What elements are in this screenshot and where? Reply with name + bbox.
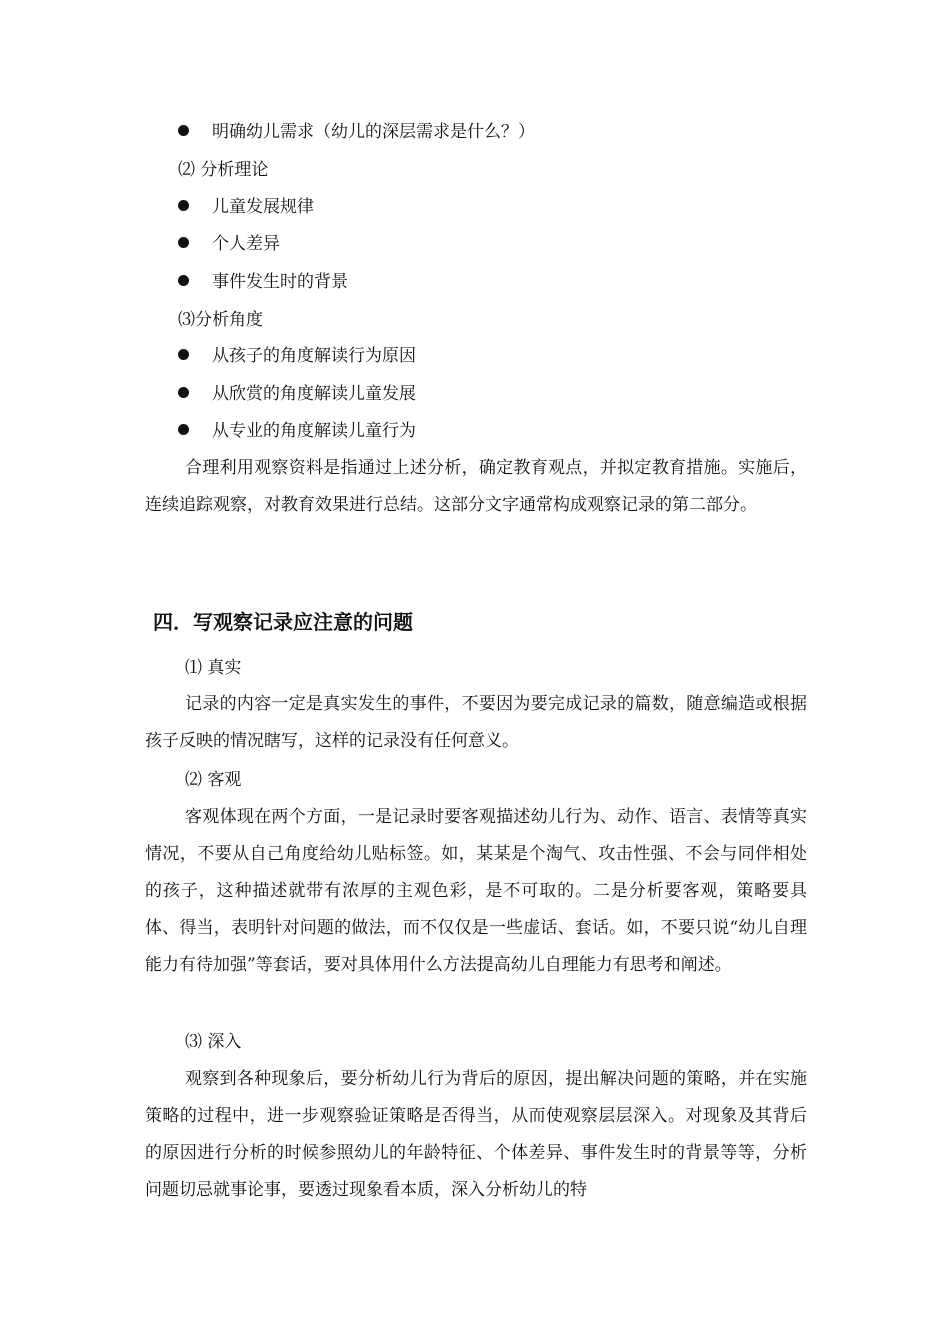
section-heading: 四．写观察记录应注意的问题 bbox=[153, 610, 413, 634]
list-item-text: 事件发生时的背景 bbox=[212, 272, 348, 292]
bullet-icon bbox=[178, 424, 189, 435]
bullet-icon bbox=[178, 125, 189, 136]
item-label: ⑵ 客观 bbox=[185, 770, 242, 790]
list-item-text: 从孩子的角度解读行为原因 bbox=[212, 346, 416, 366]
list-item-text: 明确幼儿需求（幼儿的深层需求是什么？） bbox=[212, 122, 535, 142]
section-label: ⑶分析角度 bbox=[178, 310, 263, 330]
item-paragraph: 观察到各种现象后，要分析幼儿行为背后的原因，提出解决问题的策略，并在实施策略的过程中，进一步观察验证策略是否得当，从而使观察层层深入。对现象及其背后的原因进行分析的时候参照幼儿的年龄特征、个体差异、事件发生时的背景等等，分析问题切忌就事论事，要透过现象看本质，深入分析幼儿的特 bbox=[145, 1069, 807, 1200]
item-label: ⑶ 深入 bbox=[185, 1032, 242, 1052]
item-paragraph: 客观体现在两个方面，一是记录时要客观描述幼儿行为、动作、语言、表情等真实情况，不要从自己角度给幼儿贴标签。如，某某是个淘气、攻击性强、不会与同伴相处的孩子，这种描述就带有浓厚的主观色彩，是不可取的。二是分析要客观，策略要具体、得当，表明针对问题的做法，而不仅仅是一些虚话、套话。如，不要只说“幼儿自理能力有待加强”等套话，要对具体用什么方法提高幼儿自理能力有思考和阐述。 bbox=[145, 807, 807, 975]
bullet-icon bbox=[178, 275, 189, 286]
section-label: ⑵ 分析理论 bbox=[178, 160, 269, 180]
list-item-text: 从专业的角度解读儿童行为 bbox=[212, 421, 416, 441]
summary-paragraph: 合理利用观察资料是指通过上述分析，确定教育观点，并拟定教育措施。实施后，连续追踪观察，对教育效果进行总结。这部分文字通常构成观察记录的第二部分。 bbox=[145, 458, 807, 515]
list-item bbox=[178, 195, 314, 219]
list-item bbox=[178, 344, 416, 368]
item-paragraph: 记录的内容一定是真实发生的事件，不要因为要完成记录的篇数，随意编造或根据孩子反映的情况瞎写，这样的记录没有任何意义。 bbox=[145, 694, 807, 751]
list-item bbox=[178, 270, 348, 294]
item-label: ⑴ 真实 bbox=[185, 658, 242, 678]
bullet-icon bbox=[178, 387, 189, 398]
list-item bbox=[178, 382, 416, 406]
list-item-text: 个人差异 bbox=[212, 234, 280, 254]
list-item bbox=[178, 419, 416, 443]
bullet-icon bbox=[178, 200, 189, 211]
list-item-text: 从欣赏的角度解读儿童发展 bbox=[212, 384, 416, 404]
bullet-icon bbox=[178, 349, 189, 360]
bullet-icon bbox=[178, 237, 189, 248]
list-item-text: 儿童发展规律 bbox=[212, 197, 314, 217]
list-item bbox=[178, 232, 280, 256]
list-item bbox=[178, 120, 535, 144]
